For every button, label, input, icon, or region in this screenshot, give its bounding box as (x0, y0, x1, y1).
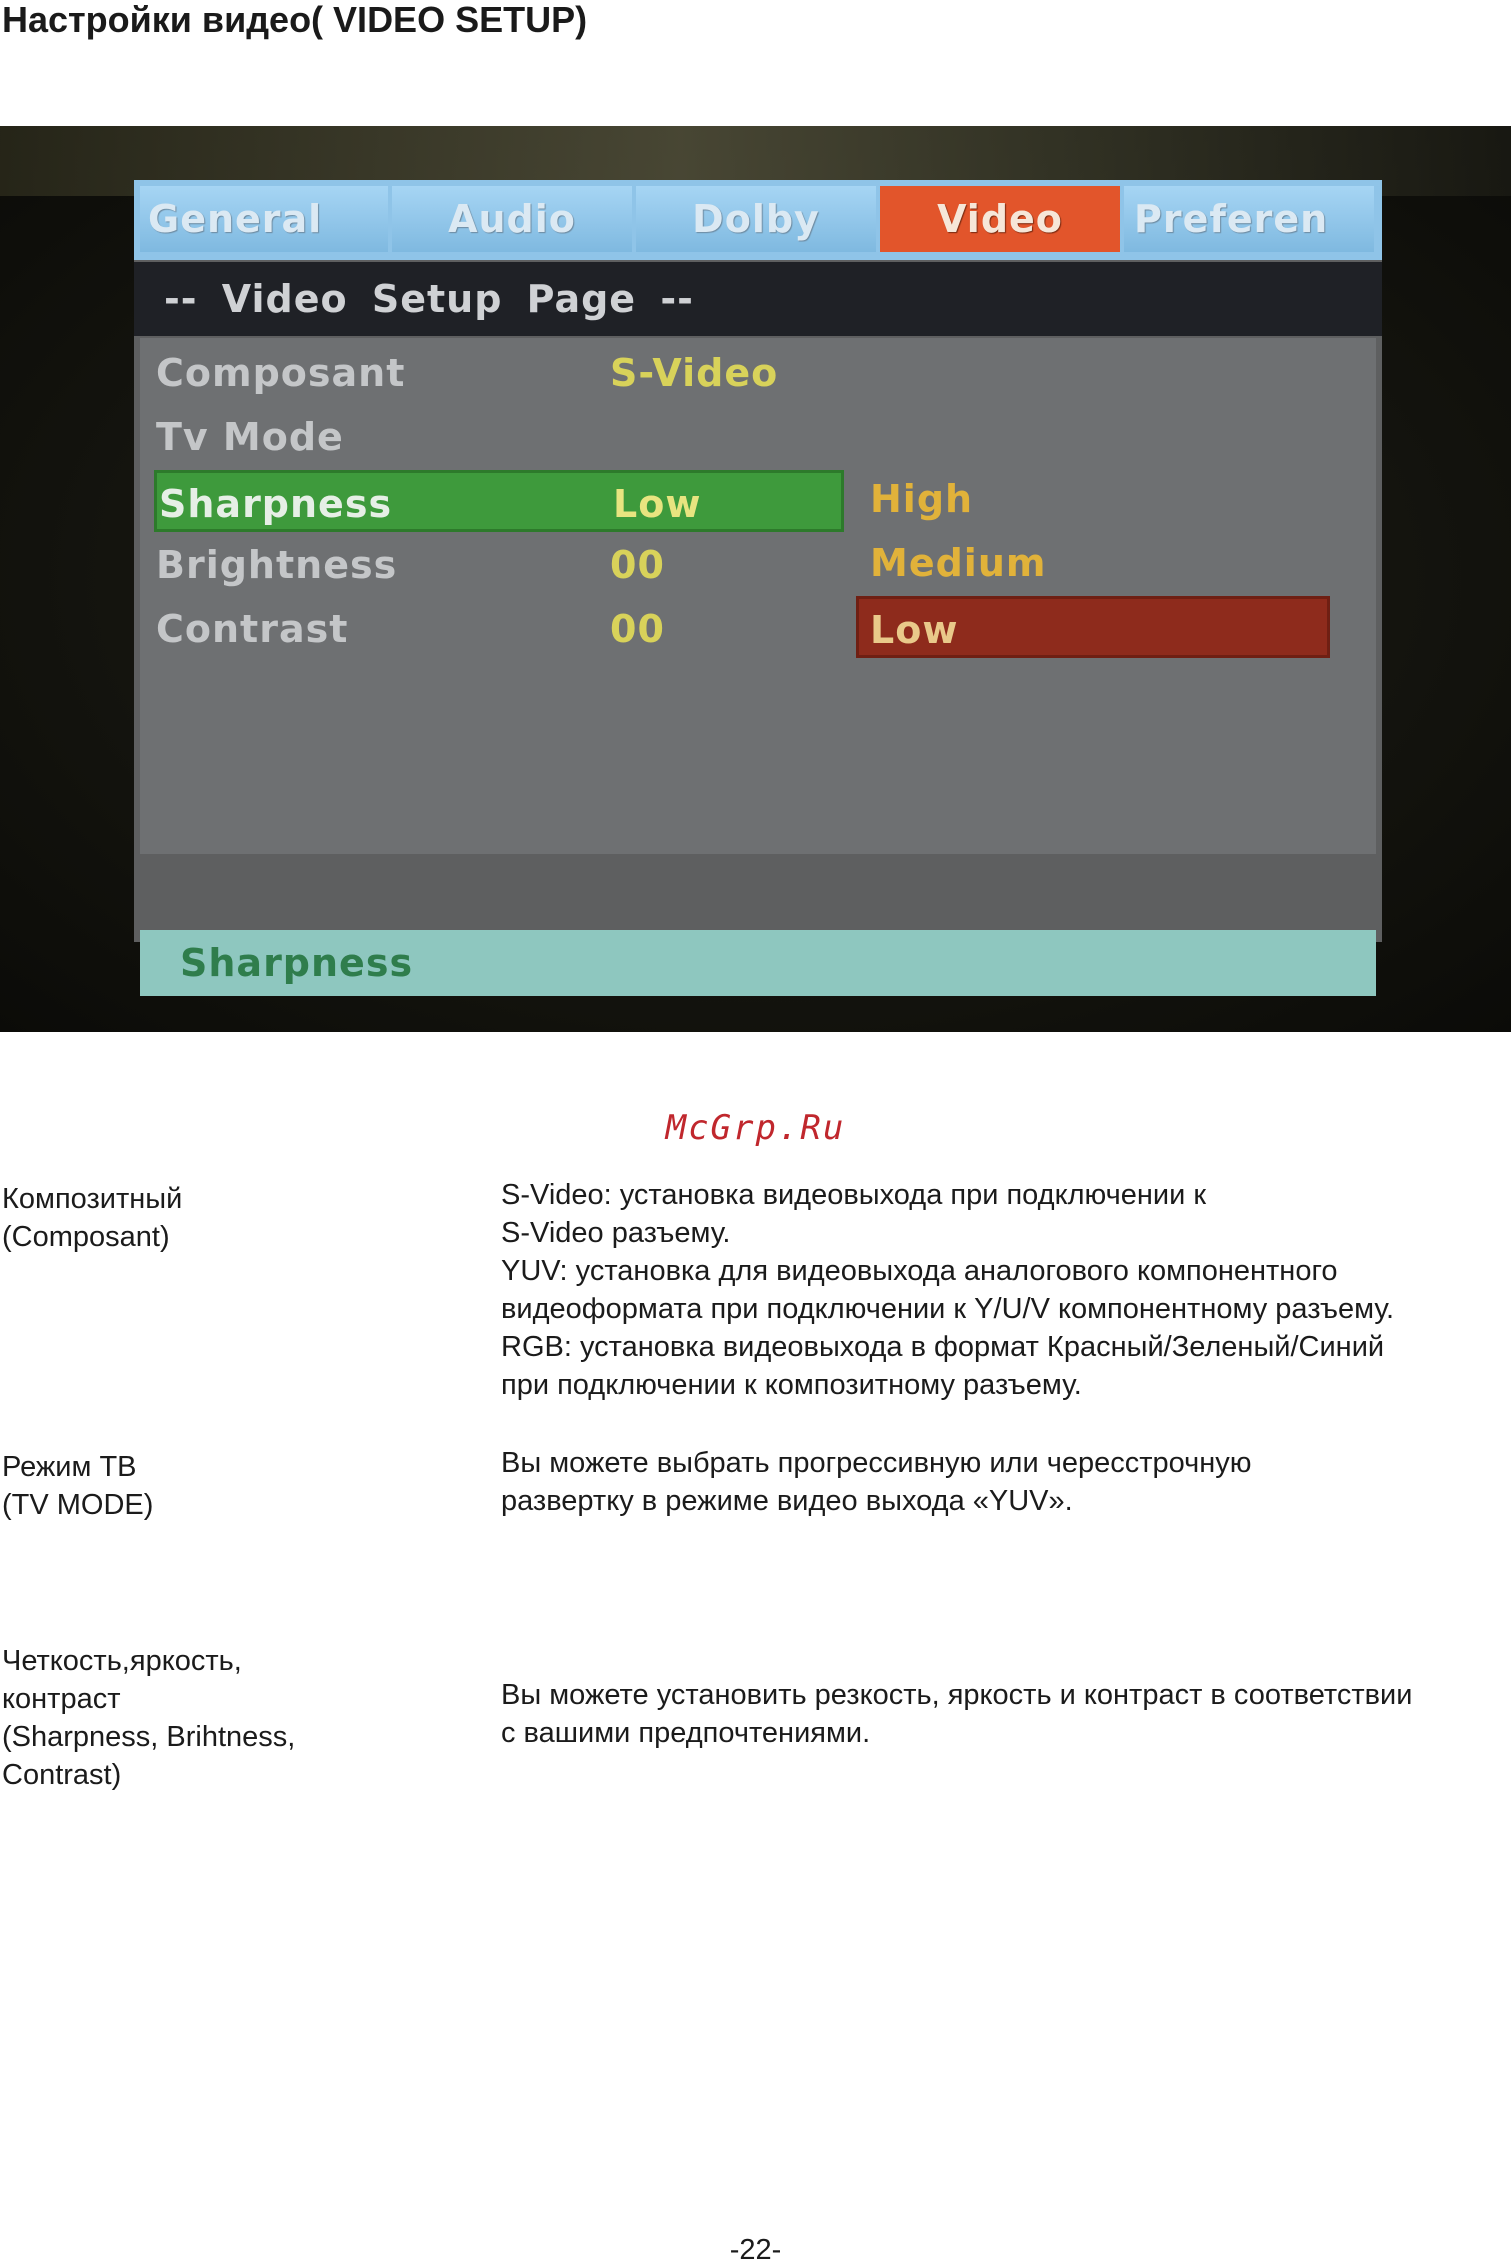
menu-item-value: 00 (610, 607, 665, 651)
option-low[interactable]: Low (856, 596, 1330, 658)
menu-item-label: Brightness (156, 543, 398, 587)
tab-dolby[interactable]: Dolby (636, 186, 876, 252)
menu-item-value: 00 (610, 543, 665, 587)
description-text-tv-mode: Вы можете выбрать прогрессивную или чересстрочную развертку в режиме видео выхода «YUV». (501, 1447, 1252, 1517)
osd-menu-list (140, 338, 1376, 854)
tab-video[interactable]: Video (880, 186, 1120, 252)
menu-item-sharpness[interactable] (154, 470, 844, 532)
description-term-composant: Композитный (Composant) (2, 1183, 183, 1253)
osd-menu (134, 180, 1382, 985)
description-term-picture: Четкость,яркость, контраст (Sharpness, Brihtness, Contrast) (2, 1645, 296, 1791)
menu-item-label: Tv Mode (156, 415, 344, 459)
menu-item-value: S-Video (610, 351, 779, 395)
option-medium[interactable]: Medium (870, 541, 1047, 585)
tv-screen-photo (0, 126, 1511, 1032)
menu-item-label: Sharpness (159, 482, 393, 526)
tab-general[interactable]: General (140, 186, 388, 252)
osd-status-bar: Sharpness (140, 930, 1376, 996)
menu-item-label: Composant (156, 351, 406, 395)
menu-item-label: Contrast (156, 607, 349, 651)
tab-audio[interactable]: Audio (392, 186, 632, 252)
watermark: McGrp.Ru (665, 1108, 846, 1148)
description-term-tv-mode: Режим ТВ (TV MODE) (2, 1451, 154, 1521)
description-text-picture: Вы можете установить резкость, яркость и контраст в соответствии с вашими предпочтениями. (501, 1679, 1413, 1749)
menu-item-value: Low (613, 482, 702, 526)
osd-tab-bar (134, 180, 1382, 260)
description-text-composant: S-Video: установка видеовыхода при подключении к S-Video разъему. YUV: установка для видеовыхода аналогового компонентного видеоформата при подключении к Y/U/V компонентному разъему. RGB: установка видеовыхода в формат Красный/Зеленый/Синий при подключении к композитному разъему. (501, 1179, 1395, 1401)
page-number: -22- (729, 2234, 782, 2266)
tab-preferences[interactable]: Preferen (1124, 186, 1374, 252)
option-high[interactable]: High (870, 477, 974, 521)
osd-page-header: -- Video Setup Page -- (134, 262, 1382, 336)
page-title: Настройки видео( VIDEO SETUP) (2, 0, 588, 40)
